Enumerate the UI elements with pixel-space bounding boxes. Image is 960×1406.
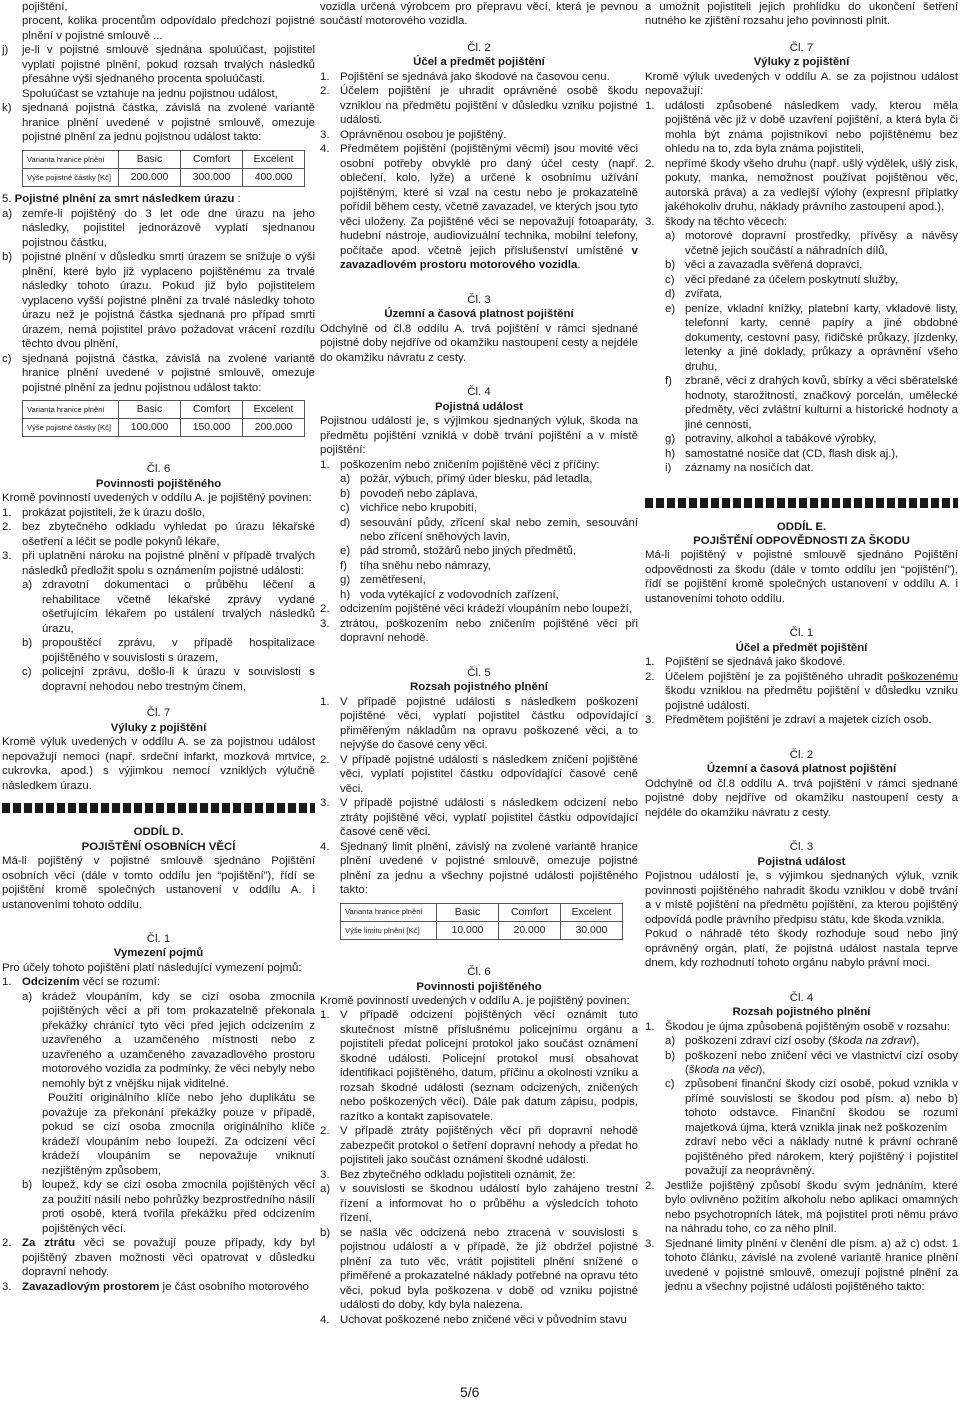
e3-text-1: Pojistnou událostí je, s výjimkou sjednaných výluk, vznik povinnosti pojištěného nahradit škodu vzniklou v době trvání a v místě pojištění na předmětu pojištění, za kterou pojištěný odpovídá podle právního předpisu státu, kde škoda vznikla. bbox=[645, 870, 958, 926]
column-3 bbox=[645, 0, 958, 1380]
cl4-item-2: 2. odcizením pojištěné věci krádeží vloupáním nebo loupeží, bbox=[320, 603, 632, 616]
item-k: k) sjednaná pojistná částka, závislá na zvolené variantě hranice plnění uvedené v pojistné smlouvě, omezuje pojistné plnění za jednu pojistnou událost takto: bbox=[2, 102, 315, 144]
e1-heading: Účel a předmět pojištění bbox=[735, 641, 868, 654]
section-divider bbox=[2, 803, 315, 813]
excl-b: b) věci a zavazadla svěřená dopravci, bbox=[665, 259, 863, 272]
cl2-item-3: 3. Oprávněnou osobou je pojištěný. bbox=[320, 128, 507, 141]
cl3-heading: Územní a časová platnost pojištění bbox=[384, 308, 574, 321]
c3-cl7-intro: Kromě výluk uvedených v oddílu A. se za pojistnou událost nepovažují: bbox=[645, 70, 958, 98]
cl6-intro: Kromě povinností uvedených v oddílu A. je pojištěný povinen: bbox=[2, 492, 312, 505]
c2-cl6-item-3a: a) v souvislosti se škodnou událostí bylo zahájeno trestní řízení a informovat ho o průběhu a výsledcích tohoto řízení, bbox=[320, 1183, 638, 1225]
c2-cl6-intro: Kromě povinností uvedených v oddílu A. je pojištěný povinen: bbox=[320, 994, 630, 1007]
cl5-heading: Rozsah pojistného plnění bbox=[410, 681, 548, 694]
continued-text bbox=[2, 0, 315, 43]
e1-item-1: 1. Pojištění se sjednává jako škodové. bbox=[645, 656, 846, 669]
cl6-item-3a: a) zdravotní dokumentaci o průběhu léčení a rehabilitace včetně lékařské zprávy vydané ošetřujícím lékařem po ustálení trvalých následků úrazu, bbox=[22, 579, 315, 635]
c3-cl7-item-1: 1. události způsobené následkem vady, kterou měla pojištěná věc již v době uzavření pojištění, a která byla či mohla být známa pojistníkovi nebo pojištěnému bez ohledu na to, zda byla známa pojistiteli, bbox=[645, 99, 958, 156]
e4-item-1c-extra: zdraví nebo věci a náklady nutné k právní ochraně pojištěného před nárokem, který pojištěný i pojistitel považují za neoprávněný. bbox=[685, 1136, 958, 1178]
c2-cl6-item-3: 3. Bez zbytečného odkladu pojistiteli oznámit, že: bbox=[320, 1168, 576, 1181]
excl-c: c) věci předané za účelem poskytnutí služby, bbox=[665, 273, 899, 286]
cl2-heading: Účel a předmět pojištění bbox=[413, 56, 545, 69]
e4-heading: Rozsah pojistného plnění bbox=[732, 1006, 871, 1019]
column-2 bbox=[320, 0, 638, 1380]
e4-item-2: 2. Jestliže pojištěný způsobí škodu svým jednáním, které bylo ovlivněno požitím alkoholu nebo aplikací omamných nebo psychotropních látek, má pojistitel proti němu právo na náhradu toho, co za něho plnil. bbox=[645, 1179, 958, 1236]
page-number: 5/6 bbox=[460, 1384, 480, 1400]
cl2-item-2: 2. Účelem pojištění je uhradit oprávněné osobě škodu vzniklou na předmětu pojištění v důsledku vzniku pojistné události. bbox=[320, 85, 638, 127]
cl6-title: Čl. 6 bbox=[146, 463, 171, 476]
cl4-text: Pojistnou událostí je, s výjimkou sjednaných výluk, škoda na předmětu pojištění vzniklá v době trvání pojištění a v místě pojištění: bbox=[320, 415, 638, 457]
limit-table-2: Varianta hranice plnění Basic Comfort Excelent Výše pojistné částky [Kč] 100.000 150.000 200.000 bbox=[22, 400, 305, 437]
section-5-heading: 5. Pojistné plnění za smrt následkem úrazu : bbox=[2, 193, 241, 206]
e2-heading: Územní a časová platnost pojištění bbox=[706, 763, 897, 776]
e4-item-1c: c) způsobení finanční škody cizí osobě, pokud vznikla v přímé souvislosti se škodou pod písm. a) nebo b) tohoto odstavce. Finanční škodou se rozumí majetková újma, která vznikla jinak než poškozením bbox=[665, 1078, 958, 1134]
c3-cl7-item-2: 2. nepřímé škody všeho druhu (např. ušlý výdělek, ušlý zisk, pokuty, manka, nemožnost používat pojištěnou věc, autorská práva) a za vedlejší výlohy (expresní příplatky jakéhokoliv druhu, náklady právního zastoupení apod.), bbox=[645, 157, 958, 214]
limit-table-3: Varianta hranice plnění Basic Comfort Excelent Výše limitu plnění [Kč] 10.000 20.000 30.000 bbox=[340, 903, 623, 940]
peril-f: f) tíha sněhu nebo námrazy, bbox=[340, 559, 491, 572]
cl3-title: Čl. 3 bbox=[467, 293, 491, 306]
cl6-heading: Povinnosti pojištěného bbox=[95, 477, 222, 490]
e1-item-2: 2. Účelem pojištění je za pojištěného uhradit poškozenému škodu vzniklou na předmětu pojištění v důsledku vzniku pojistné události. bbox=[645, 670, 958, 712]
d1-heading: Vymezení pojmů bbox=[113, 947, 204, 960]
d1-item-1: 1. Odcizením věcí se rozumí: bbox=[2, 976, 161, 989]
c2-cl6-heading: Povinnosti pojištěného bbox=[416, 980, 542, 993]
d1-item-1b: b) loupež, kdy se cizí osoba zmocnila pojištěných věcí za použití násilí nebo pohrůžky bezprostředního násilí proti osobě, která tvořila překážku před odcizením pojištěných věcí. bbox=[22, 1179, 315, 1235]
peril-b: b) povodeň nebo záplava, bbox=[340, 487, 478, 500]
oddil-d-text: Má-li pojištěný v pojistné smlouvě sjednáno Pojištění osobních věcí (dále v tomto oddílu jen “pojištění”), řídí se pojištění kromě společných ustanovení v oddílu A. i ustanoveními tohoto oddílu. bbox=[2, 855, 315, 911]
cl6-item-3b: b) propouštěcí zprávu, v případě hospitalizace pojištěného v souvislosti s úrazem, bbox=[22, 637, 315, 664]
d1-intro: Pro účely tohoto pojištění platí následující vymezení pojmů: bbox=[2, 961, 302, 974]
section-divider-2 bbox=[645, 498, 958, 508]
oddil-e-text: Má-li pojištěný v pojistné smlouvě sjednáno Pojištění odpovědnosti za škodu (dále v tomto oddílu jen “pojištění”), řídí se pojištění kromě společných ustanovení v oddílu A. i ustanoveními tohoto oddílu. bbox=[645, 549, 958, 605]
limit-table-1: Varianta hranice plnění Basic Comfort Excelent Výše pojistné částky [Kč] 200.000 300.000 400.000 bbox=[22, 150, 305, 187]
c3-cl7-title: Čl. 7 bbox=[789, 41, 814, 54]
excl-i: i) záznamy na nosičích dat. bbox=[665, 462, 814, 475]
cl6-item-3c: c) policejní zprávu, došlo-li k úrazu v souvislosti s dopravní nehodou nebo trestným činem, bbox=[22, 666, 315, 693]
c2-cl6-title: Čl. 6 bbox=[467, 966, 491, 979]
e2-text: Odchylně od čl.8 oddílu A. trvá pojištění v rámci sjednané pojistné doby nejdříve od okamžiku nastoupení cesty a nejdéle do okamžiku návratu z cesty. bbox=[645, 777, 958, 819]
e1-title: Čl. 1 bbox=[789, 627, 814, 640]
cl6-item-2: 2. bez zbytečného odkladu vyhledat po úrazu lékařské ošetření a léčit se podle pokynů lékaře, bbox=[2, 521, 315, 548]
d1-item-3: 3. Zavazadlovým prostorem je část osobního motorového bbox=[2, 1280, 309, 1293]
cl5-title: Čl. 5 bbox=[467, 666, 491, 679]
item-5b: b) pojistné plnění v důsledku smrti úrazem se snižuje o výši plnění, které bylo již vyplaceno pojištěnému za trvalé následky tohoto úrazu. Pokud již bylo pojistitelem vyplaceno vyšší pojistné plnění za trvalé následky tohoto úrazu než je pojistná částka sjednaná pro případ smrti úrazem, nemá pojistitel právo požadovat vrácení rozdílu těchto dvou plnění, bbox=[2, 251, 315, 351]
oddil-e-title: ODDÍL E. bbox=[776, 520, 827, 533]
cl4-title: Čl. 4 bbox=[467, 386, 491, 399]
col3-top-text: a umožnit pojistiteli jejich prohlídku do ukončení šetření nutného ke zjištění rozsahu jeho povinnosti plnit. bbox=[645, 1, 958, 28]
e4-item-1b: b) poškození nebo zničení věci ve vlastnictví cizí osoby (škoda na věci), bbox=[665, 1049, 958, 1076]
c2-cl6-item-4: 4. Uchovat poškozené nebo zničené věci v původním stavu bbox=[320, 1313, 627, 1326]
d1-item-1a: a) krádež vloupáním, kdy se cizí osoba zmocnila pojištěných věcí a při tom prokazatelně překonala překážky chránící tyto věci před jejich odcizením z uzavřeného a uzamčeného místnosti nebo z uzavřeného a uzamčeného zavazadlového prostoru motorového vozidla za podmínky, že věci nebyly nebo nemohly být z vnějšku nijak viditelné. bbox=[22, 990, 315, 1090]
cl6-item-1: 1. prokázat pojistiteli, že k úrazu došlo, bbox=[2, 506, 205, 519]
cl7-text: Kromě výluk uvedených v oddílu A. se za pojistnou událost nepovažují nemoci (např. srdeční infarkt, mozková mrtvice, cukrovka, apod.) s výjimkou nemocí vzniklých výlučně následkem úrazu. bbox=[2, 736, 315, 792]
peril-e: e) pád stromů, stožárů nebo jiných předmětů, bbox=[340, 545, 576, 558]
peril-a: a) požár, výbuch, přímý úder blesku, pád letadla, bbox=[340, 473, 593, 486]
cl7-title: Čl. 7 bbox=[146, 707, 171, 720]
cl2-item-4: 4. Předmětem pojištění (pojištěnými věcmi) jsou movité věci osobní potřeby obvyklé pro daný účel cesty (např. oblečení, kolo, lyže) a určené k osobnímu užívání pojištěným, které si vzal na cestu nebo je prokazatelně pořídil během cesty, včetně zavazadel, ve kterých jsou tyto věci uloženy. Za pojištěné věci se nepovažují fotoaparáty, hudební nástroje, audiovizuální technika, mobilní telefony, počítače apod. včetně jejich příslušenství umístěné v zavazadlovém prostoru motorového vozidla. bbox=[320, 143, 638, 272]
spoluucast-note: Spoluúčast se vztahuje na jednu pojistnou událost, bbox=[22, 87, 278, 100]
cont-line-0: procent, kolika procentům odpovídalo předchozí pojistné plnění v pojistné smlouvě ... bbox=[22, 15, 315, 42]
oddil-d-title: ODDÍL D. bbox=[133, 826, 184, 839]
cl4-item-1: 1. poškozením nebo zničením pojištěné věci z příčiny: bbox=[320, 458, 600, 471]
column-1 bbox=[2, 0, 315, 1380]
e3-heading: Pojistná událost bbox=[757, 855, 846, 868]
cl2-title: Čl. 2 bbox=[467, 41, 491, 54]
peril-h: h) voda vytékající z vodovodních zařízení, bbox=[340, 588, 559, 601]
cl4-item-3: 3. ztrátou, poškozením nebo zničením pojištěné věci při dopravní nehodě. bbox=[320, 617, 638, 645]
excl-f: f) zbraně, věci z drahých kovů, sbírky a věci sběratelské hodnoty, starožitnosti, značkový porcelán, umělecké předměty, věci zvláštní kulturní a historické hodnoty a jiné cennosti, bbox=[665, 375, 958, 431]
d1-item-1a-extra: Použití originálního klíče nebo jeho duplikátu se považuje za překonání překážky pouze v případě, pokud se cizí osoba zmocnila originálního klíče krádeží vloupáním nebo loupeží. Za odcizení věcí krádeží vloupáním se nepovažuje vniknutí nezjištěným způsobem, bbox=[42, 1092, 315, 1177]
excl-e: e) peníze, vkladní knížky, platební karty, vkladové listy, telefonní karty, cenné papíry a jiné obdobné dokumenty, cestovní pasy, řidičské průkazy, jízdenky, letenky a jiné doklady, průkazy a oprávnění všeho druhu, bbox=[665, 302, 958, 373]
d1-title: Čl. 1 bbox=[146, 933, 171, 945]
e4-item-3: 3. Sjednané limity plnění v členění dle písm. a) až c) odst. 1 tohoto článku, závislé na zvolené variantě hranice plnění uvedené v pojistné smlouvě, omezují pojistné plnění za jednu a všechny pojistné události pojištěného takto: bbox=[645, 1237, 958, 1294]
item-j: j) je-li v pojistné smlouvě sjednána spoluúčast, pojistitel vyplatí pojistné plnění, pokud rozsah trvalých následků přesáhne výši sjednaného procenta spoluúčasti. bbox=[2, 44, 315, 86]
oddil-e-heading: POJIŠTĚNÍ ODPOVĚDNOSTI ZA ŠKODU bbox=[693, 534, 910, 547]
item-5c: c) sjednaná pojistná částka, závislá na zvolené variantě hranice plnění uvedené v pojistné smlouvě, omezuje pojistné plnění za jednu pojistnou událost takto: bbox=[2, 352, 315, 394]
e3-title: Čl. 3 bbox=[789, 841, 814, 854]
e3-text-2: Pokud o náhradě této škody rozhoduje soud nebo jiný oprávněný orgán, platí, že pojistná událost nastala teprve dnem, kdy rozhodnutí tohoto orgánu nabylo právní moci. bbox=[645, 928, 958, 970]
cl5-item-4: 4. Sjednaný limit plnění, závislý na zvolené variantě hranice plnění uvedené v pojistné smlouvě, omezuje pojistné plnění za jednu a všechny pojistné události pojištěného takto: bbox=[320, 840, 638, 897]
oddil-d-heading: POJIŠTĚNÍ OSOBNÍCH VĚCÍ bbox=[81, 840, 236, 853]
e2-title: Čl. 2 bbox=[789, 748, 814, 761]
excl-h: h) samostatné nosiče dat (CD, flash disk aj.), bbox=[665, 447, 899, 460]
cl7-heading: Výluky z pojištění bbox=[110, 721, 207, 734]
cl5-item-2: 2. V případě pojistné události s následkem zničení pojištěné věci, vyplatí pojistitel částku odpovídající časové ceně věci. bbox=[320, 753, 638, 795]
cl4-heading: Pojistná událost bbox=[435, 400, 523, 413]
cl3-text: Odchylně od čl.8 oddílu A. trvá pojištění v rámci sjednané pojistné doby nejdříve od okamžiku nastoupení cesty a nejdéle do okamžiku návratu z cesty. bbox=[320, 322, 638, 364]
item-5a: a) zemře-li pojištěný do 3 let ode dne úrazu na jeho následky, pojistitel jednorázově vyplatí sjednanou pojistnou částku, bbox=[2, 207, 315, 249]
col2-top-text: vozidla určená výrobcem pro přepravu věcí, která je pevnou součástí motorového vozidla. bbox=[320, 1, 638, 28]
excl-d: d) zvířata, bbox=[665, 288, 723, 301]
e4-title: Čl. 4 bbox=[789, 991, 814, 1004]
cont-line-1: pojištění, bbox=[22, 1, 68, 13]
cl2-item-1: 1. Pojištění se sjednává jako škodové na časovou cenu. bbox=[320, 70, 610, 83]
c2-cl6-item-1: 1. V případě odcizení pojištěných věcí oznámit tuto skutečnost místně příslušnému policejnímu orgánu a pojistiteli předat policejní protokol jako součást oznámení škodné události. Policejní protokol musí obsahovat identifikaci pojištěného, datum, příčinu a okolnosti vzniku a rozsah škodné události (seznam odcizených, zničených nebo poškozených věcí). Dále pak datum zápisu, podpis, razítko a kontakt zapisovatele. bbox=[320, 1009, 638, 1123]
cl5-item-1: 1. V případě pojistné události s následkem poškození pojištěné věci, vyplatí pojistitel částku odpovídající přiměřeným nákladům na opravu poškozené věci, a to nejvýše do časové ceny věci. bbox=[320, 695, 638, 752]
e4-item-1a: a) poškození zdraví cizí osoby (škoda na zdraví), bbox=[665, 1035, 920, 1048]
c3-cl7-item-3: 3. škody na těchto věcech: bbox=[645, 215, 788, 228]
c3-cl7-heading: Výluky z pojištění bbox=[753, 56, 850, 69]
excl-g: g) potraviny, alkohol a tabákové výrobky, bbox=[665, 433, 877, 446]
peril-c: c) vichřice nebo krupobití, bbox=[340, 502, 478, 515]
peril-g: g) zemětřesení, bbox=[340, 574, 426, 587]
peril-d: d) sesouvání půdy, zřícení skal nebo zemin, sesouvání nebo zřícení sněhových lavin, bbox=[340, 516, 638, 543]
d1-item-2: 2. Za ztrátu věci se považují pouze případy, kdy byl pojištěný zbaven možnosti věci opatrovat v důsledku dopravní nehody. bbox=[2, 1237, 315, 1279]
c2-cl6-item-2: 2. V případě ztráty pojištěných věcí při dopravní nehodě zabezpečit protokol o šetření dopravní nehody a předat ho pojistiteli jako součást oznámení škodné události. bbox=[320, 1125, 638, 1167]
e1-item-3: 3. Předmětem pojištění je zdraví a majetek cizích osob. bbox=[645, 714, 932, 727]
e4-item-1: 1. Škodou je újma způsobená pojištěným osobě v rozsahu: bbox=[645, 1020, 950, 1033]
cl5-item-3: 3. V případě pojistné události s následkem odcizení nebo ztráty pojištěné věci, vyplatí pojistitel částku odpovídající časové ceně věci. bbox=[320, 797, 638, 839]
cl6-item-3: 3. při uplatnění nároku na pojistné plnění v případě trvalých následků předložit spolu s oznámením pojistné události: bbox=[2, 550, 315, 577]
excl-a: a) motorové dopravní prostředky, přívěsy a návěsy včetně jejich součástí a náhradních dílů, bbox=[665, 230, 958, 257]
c2-cl6-item-3b: b) se našla věc odcizená nebo ztracená v souvislosti s pojistnou událostí a v případě, že již obdržel pojistné plnění za tuto věc, vrátit pojistiteli plnění snížené o přiměřené a prokazatelné náklady potřebné na opravu této věci, pokud byla poškozena v době od vzniku pojistné události do doby, kdy byla nalezena. bbox=[320, 1226, 638, 1312]
